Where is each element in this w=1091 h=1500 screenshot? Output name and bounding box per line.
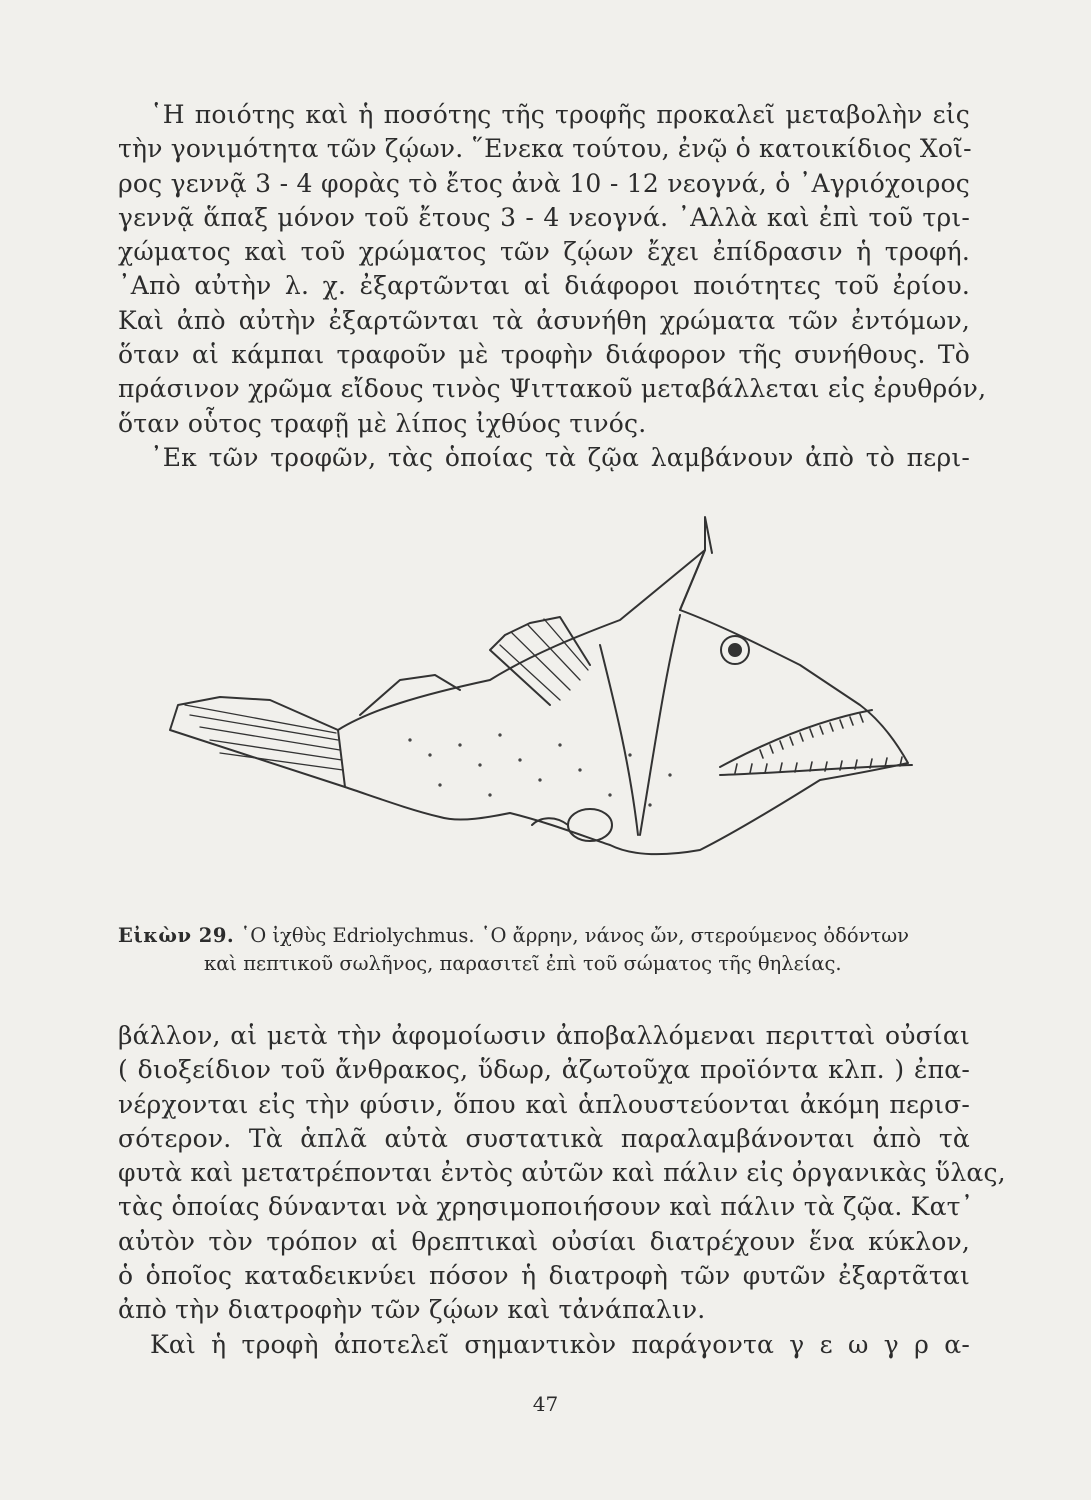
female-body xyxy=(338,550,908,854)
text-line: ῾Η ποιότης καὶ ἡ ποσότης τῆς τροφῆς προκαλεῖ μεταβολὴν εἰς xyxy=(150,100,970,129)
lower-jaw xyxy=(720,765,912,775)
text-line: τὰς ὁποίας δύνανται νὰ χρησιμοποιήσουν καὶ πάλιν τὰ ζῷα. Κατ᾿ xyxy=(118,1192,974,1222)
caption-line xyxy=(118,922,970,950)
text-line: αὐτὸν τὸν τρόπον αἱ θρεπτικαὶ οὐσίαι διατρέχουν ἕνα κύκλον, xyxy=(118,1226,970,1256)
text-line: ὅταν αἱ κάμπαι τραφοῦν μὲ τροφὴν διάφορον τῆς συνήθους. Τὸ xyxy=(118,340,970,370)
text-line: ὁ ὁποῖος καταδεικνύει πόσον ἡ διατροφὴ τῶν φυτῶν ἐξαρτᾶται xyxy=(118,1261,970,1291)
caption-line: καὶ πεπτικοῦ σωλῆνος, παρασιτεῖ ἐπὶ τοῦ σώματος τῆς θηλείας. xyxy=(204,952,842,975)
caption-label: Εἰκὼν 29. xyxy=(118,924,235,947)
teeth xyxy=(735,714,902,773)
paragraph-1 xyxy=(118,98,987,475)
text-line: πράσινον χρῶμα εἴδους τινὸς Ψιττακοῦ μεταβάλλεται εἰς ἐρυθρόν, xyxy=(118,374,987,404)
text-line: ὅταν οὗτος τραφῇ μὲ λίπος ἰχθύος τινός. xyxy=(118,408,647,438)
pupil xyxy=(729,644,741,656)
text-line: ρος γεννᾷ 3 - 4 φορὰς τὸ ἔτος ἀνὰ 10 - 12 νεογνά, ὁ ᾿Αγριόχοιρος xyxy=(118,168,970,198)
text-line: ᾿Εκ τῶν τροφῶν, τὰς ὁποίας τὰ ζῷα λαμβάνουν ἀπὸ τὸ περι- xyxy=(150,442,970,472)
caption-text: ῾Ο ἰχθὺς Edriolychmus. ῾Ο ἄρρην, νάνος ὤν, στερούμενος ὀδόντων xyxy=(240,924,909,947)
text-line: τὴν γονιμότητα τῶν ζῴων. ῞Ενεκα τούτου, ἐνῷ ὁ κατοικίδιος Χοῖ- xyxy=(118,134,972,164)
dorsal-fin xyxy=(360,675,460,715)
fish-illustration xyxy=(160,505,930,905)
figure-caption xyxy=(118,922,970,978)
page-number: 47 xyxy=(532,1392,559,1416)
text-line: ἀπὸ τὴν διατροφὴν τῶν ζῴων καὶ τἀνάπαλιν. xyxy=(118,1295,706,1325)
dorsal-spike xyxy=(680,517,712,610)
text-line: νέρχονται εἰς τὴν φύσιν, ὅπου καὶ ἁπλουστεύονται ἀκόμη περισ- xyxy=(118,1089,970,1119)
edriolychmus-drawing xyxy=(160,505,930,905)
text-line: Καὶ ἀπὸ αὐτὴν ἐξαρτῶνται τὰ ἀσυνήθη χρώματα τῶν ἐντόμων, xyxy=(118,305,970,335)
text-line: Καὶ ἡ τροφὴ ἀποτελεῖ σημαντικὸν παράγοντα γ ε ω γ ρ α- xyxy=(150,1329,970,1359)
upper-jaw xyxy=(720,710,872,767)
text-line: βάλλον, αἱ μετὰ τὴν ἀφομοίωσιν ἀποβαλλόμεναι περιτταὶ οὐσίαι xyxy=(118,1021,970,1050)
text-line: σότερον. Τὰ ἁπλᾶ αὐτὰ συστατικὰ παραλαμβάνονται ἀπὸ τὰ xyxy=(118,1123,970,1153)
text-line: ᾿Απὸ αὐτὴν λ. χ. ἐξαρτῶνται αἱ διάφοροι ποιότητες τοῦ ἐρίου. xyxy=(118,271,970,301)
text-line: γεννᾷ ἅπαξ μόνον τοῦ ἔτους 3 - 4 νεογνά. ᾿Αλλὰ καὶ ἐπὶ τοῦ τρι- xyxy=(118,202,970,232)
parasitic-male xyxy=(568,809,612,841)
text-line: χώματος καὶ τοῦ χρώματος τῶν ζῴων ἔχει ἐπίδρασιν ἡ τροφή. xyxy=(118,237,970,267)
paragraph-2 xyxy=(118,1019,1006,1362)
tail-fin xyxy=(170,697,345,787)
text-line: ( διοξείδιον τοῦ ἄνθρακος, ὕδωρ, ἀζωτοῦχα προϊόντα κλπ. ) ἐπα- xyxy=(118,1055,970,1085)
text-line: φυτὰ καὶ μετατρέπονται ἐντὸς αὐτῶν καὶ πάλιν εἰς ὀργανικὰς ὕλας, xyxy=(118,1158,1006,1188)
